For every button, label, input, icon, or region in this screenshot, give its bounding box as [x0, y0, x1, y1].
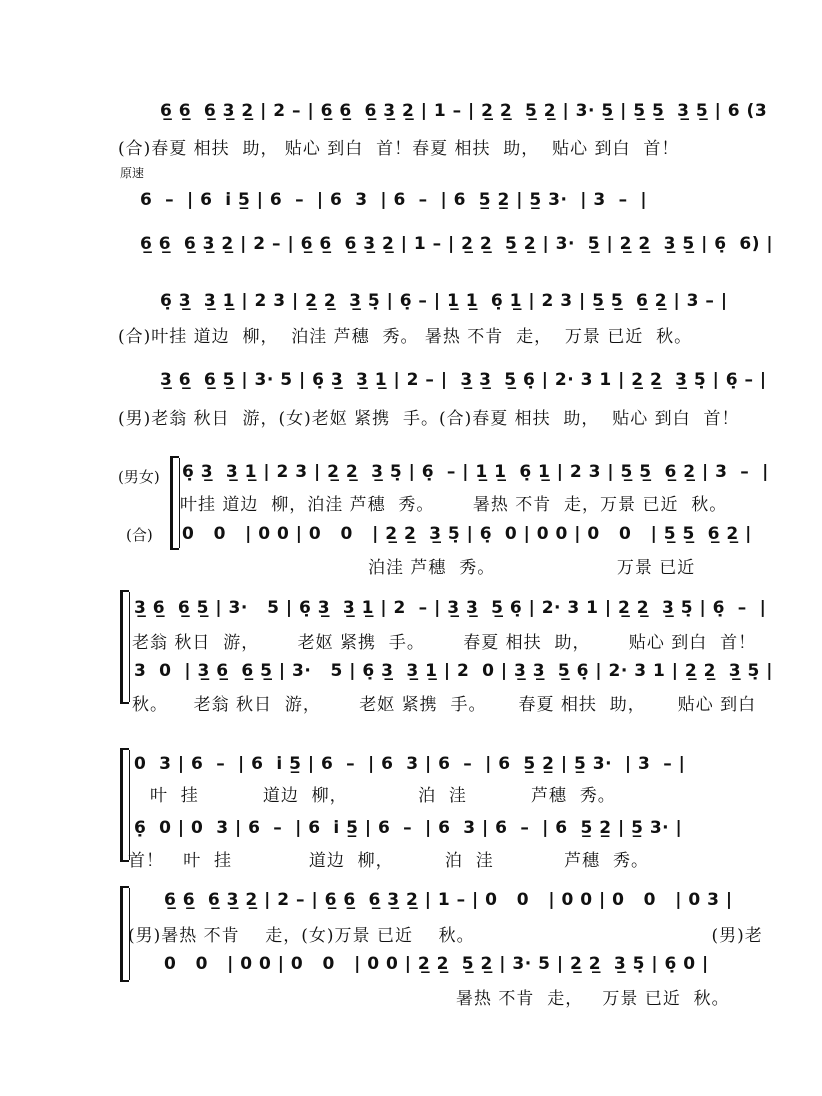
system-bracket: [170, 456, 179, 550]
lyric-line-8a: 叶 挂 道边 柳， 泊 洼 芦穗 秀。: [150, 786, 616, 806]
lyric-line-7b: 秋。 老翁 秋日 游， 老妪 紧携 手。 春夏 相扶 助， 贴心 到白: [132, 695, 757, 715]
lyric-line-6b: 泊洼 芦穗 秀。 万景 已近: [368, 558, 696, 578]
voice-label-male-female: (男女): [118, 468, 160, 486]
system-bracket: [120, 590, 129, 704]
notation-line-4: 6̣ 3̲ 3̲ 1̲ | 2 3 | 2̲ 2̲ 3̲ 5̣ | 6̣ – | 1̲ 1̲ 6̣ 1̲ | 2 3 | 5̲ 5̲ 6̲ 2̲ | 3 – |: [160, 291, 728, 311]
lyric-line-9a: (男)暑热 不肯 走，(女)万景 已近 秋。 (男)老: [128, 926, 763, 946]
notation-line-2: 6 – | 6 i̇ 5̲ | 6 – | 6 3 | 6 – | 6 5̲ 2̲ | 5̲ 3· | 3 – |: [140, 190, 648, 210]
lyric-line-8b: 首！ 叶 挂 道边 柳， 泊 洼 芦穗 秀。: [128, 851, 649, 871]
tempo-mark: 原速: [120, 166, 145, 180]
lyric-line-5: (男)老翁 秋日 游，(女)老妪 紧携 手。(合)春夏 相扶 助， 贴心 到白 首！: [118, 409, 740, 429]
lyric-line-4: (合)叶挂 道边 柳， 泊洼 芦穗 秀。 暑热 不肯 走， 万景 已近 秋。: [118, 327, 693, 347]
notation-line-8b: 6̣ 0 | 0 3 | 6 – | 6 i̇ 5̲ | 6 – | 6 3 | 6 – | 6 5̲ 2̲ | 5̲ 3· |: [134, 818, 683, 838]
notation-line-5: 3̲ 6̲ 6̲ 5̲ | 3· 5 | 6̣ 3̲ 3̲ 1̲ | 2 – | 3̲ 3̲ 5̲ 6̣ | 2· 3 1 | 2̲ 2̲ 3̲ 5̣ | 6̣ – |: [160, 370, 767, 390]
notation-line-1: 6̲ 6̲ 6̲ 3̲ 2̲ | 2 – | 6̲ 6̲ 6̲ 3̲ 2̲ | 1 – | 2̲ 2̲ 5̲ 2̲ | 3· 5̲ | 5̲ 5̲ 3̲ 5̲ | 6 (3: [160, 101, 768, 121]
system-bracket: [120, 748, 129, 862]
notation-line-7a: 3̲ 6̲ 6̲ 5̲ | 3· 5 | 6̣ 3̲ 3̲ 1̲ | 2 – | 3̲ 3̲ 5̲ 6̣ | 2· 3 1 | 2̲ 2̲ 3̲ 5̣ | 6̣ – |: [134, 598, 767, 618]
notation-line-6a: 6̣ 3̲ 3̲ 1̲ | 2 3 | 2̲ 2̲ 3̲ 5̣ | 6̣ – | 1̲ 1̲ 6̣ 1̲ | 2 3 | 5̲ 5̲ 6̲ 2̲ | 3 – |: [182, 462, 769, 482]
voice-label-chorus: (合): [126, 526, 153, 544]
notation-line-6b: 0 0 | 0 0 | 0 0 | 2̲ 2̲ 3̲ 5̣ | 6̣ 0 | 0 0 | 0 0 | 5̲ 5̲ 6̲ 2̲ |: [182, 524, 752, 544]
notation-line-9a: 6̲ 6̲ 6̲ 3̲ 2̲ | 2 – | 6̲ 6̲ 6̲ 3̲ 2̲ | 1 – | 0 0 | 0 0 | 0 0 | 0 3 |: [164, 890, 733, 910]
notation-line-8a: 0 3 | 6 – | 6 i̇ 5̲ | 6 – | 6 3 | 6 – | 6 5̲ 2̲ | 5̲ 3· | 3 – |: [134, 754, 686, 774]
notation-line-9b: 0 0 | 0 0 | 0 0 | 0 0 | 2̲ 2̲ 5̲ 2̲ | 3· 5 | 2̲ 2̲ 3̲ 5̣ | 6̣ 0 |: [164, 954, 709, 974]
notation-line-3: 6̲ 6̲ 6̲ 3̲ 2̲ | 2 – | 6̲ 6̲ 6̲ 3̲ 2̲ | 1 – | 2̲ 2̲ 5̲ 2̲ | 3· 5̲ | 2̲ 2̲ 3̲ 5̲ | 6̣ 6) |: [140, 234, 774, 254]
lyric-line-6a: 叶挂 道边 柳，泊洼 芦穗 秀。 暑热 不肯 走，万景 已近 秋。: [180, 495, 728, 515]
lyric-line-7a: 老翁 秋日 游， 老妪 紧携 手。 春夏 相扶 助， 贴心 到白 首！: [132, 633, 757, 653]
notation-line-7b: 3 0 | 3̲ 6̲ 6̲ 5̲ | 3· 5 | 6̣ 3̲ 3̲ 1̲ | 2 0 | 3̲ 3̲ 5̲ 6̣ | 2· 3 1 | 2̲ 2̲ 3̲ 5̣ |: [134, 661, 773, 681]
lyric-line-9b: 暑热 不肯 走， 万景 已近 秋。: [456, 989, 730, 1009]
lyric-line-1: (合)春夏 相扶 助， 贴心 到白 首！春夏 相扶 助， 贴心 到白 首！: [118, 139, 680, 159]
